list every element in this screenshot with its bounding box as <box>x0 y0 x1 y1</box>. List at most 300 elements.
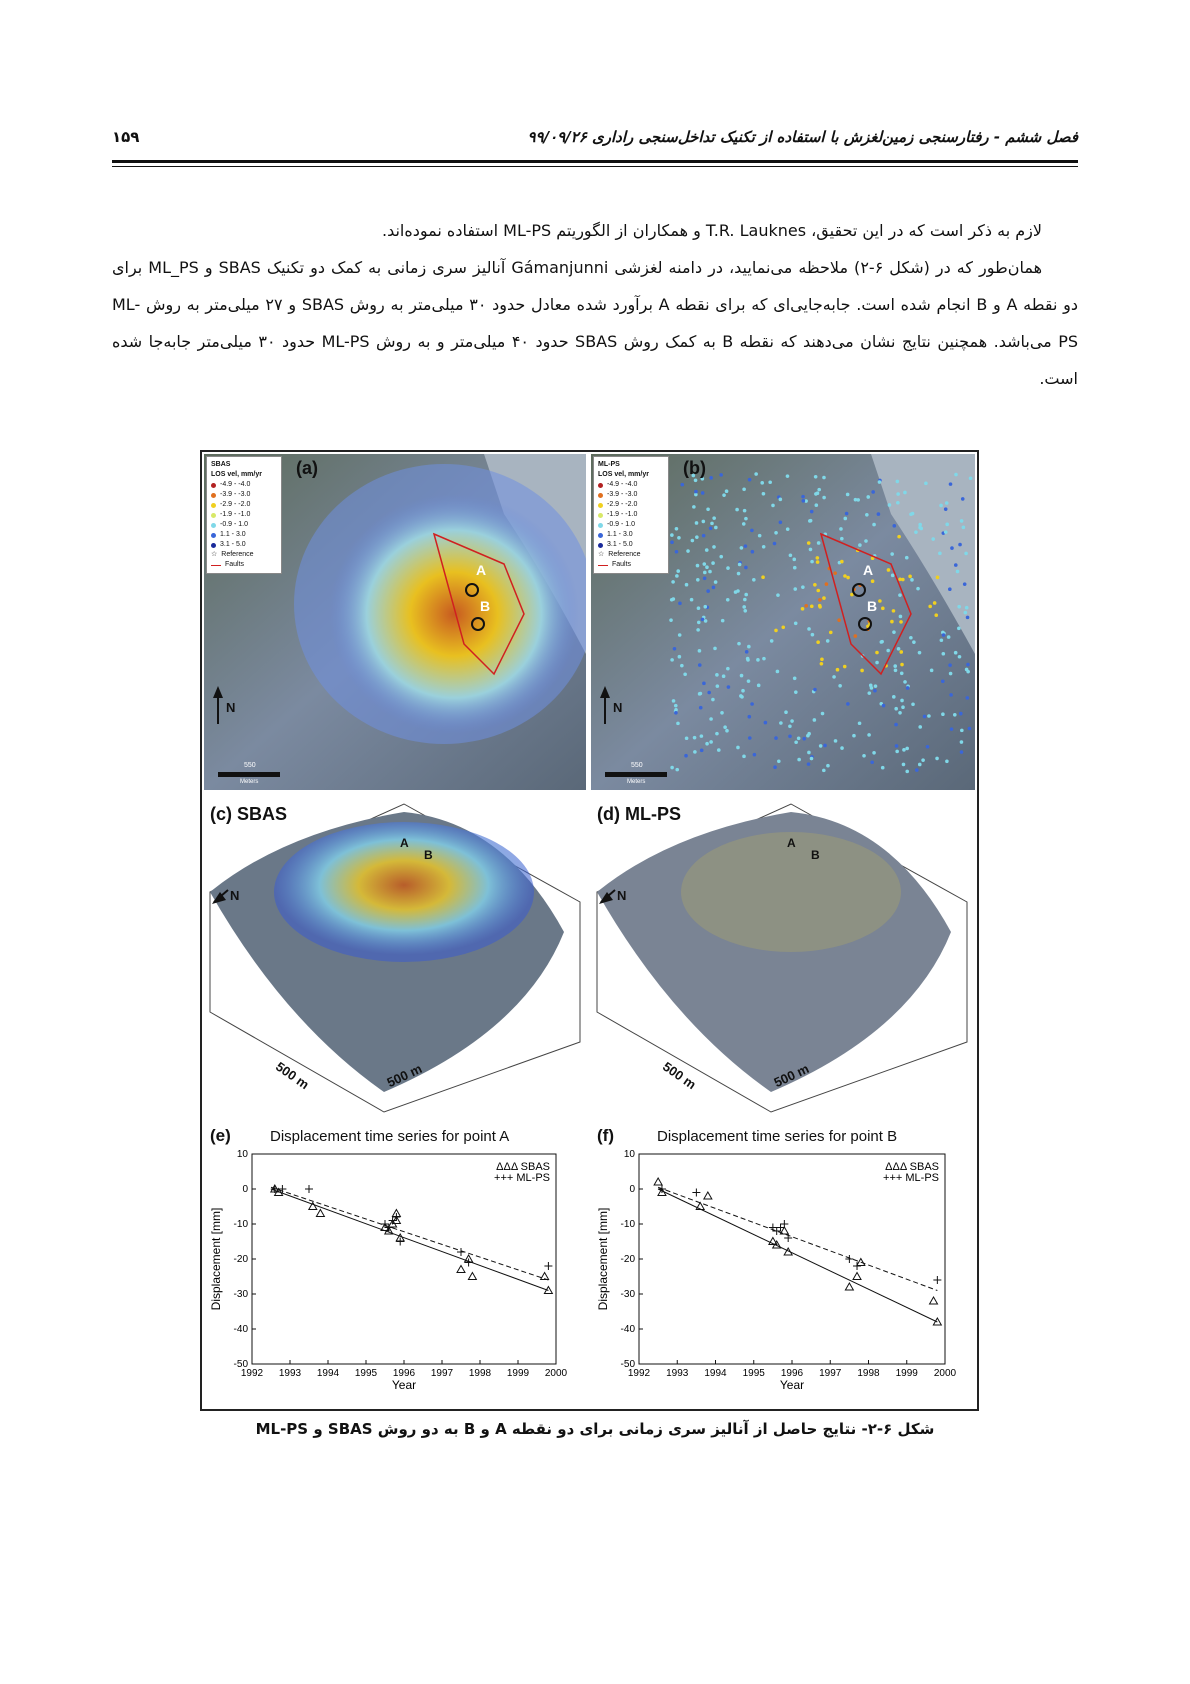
ps-point <box>934 613 938 617</box>
chart-e-panel-label: (e) <box>210 1126 231 1145</box>
ps-point <box>760 481 764 485</box>
ps-point <box>874 684 878 688</box>
ps-point <box>802 499 806 503</box>
ps-point <box>714 580 718 584</box>
ps-point <box>822 769 826 773</box>
ps-point <box>916 587 920 591</box>
ps-point <box>719 473 723 477</box>
ps-point <box>911 702 915 706</box>
map-a-point-a: A <box>476 562 487 578</box>
ps-point <box>958 543 962 547</box>
ps-point <box>786 527 790 531</box>
ps-point <box>678 655 682 659</box>
ps-point <box>670 658 674 662</box>
legend-entry: +++ ML-PS <box>494 1172 550 1184</box>
ps-point <box>813 688 817 692</box>
ps-point <box>727 685 731 689</box>
y-axis-label: Displacement [mm] <box>596 1207 610 1311</box>
ps-point <box>699 692 703 696</box>
ps-point <box>903 491 907 495</box>
ps-point <box>788 724 792 728</box>
ps-point <box>743 609 747 613</box>
y-tick-label: -50 <box>233 1359 248 1370</box>
ps-point <box>896 492 900 496</box>
ps-point <box>709 526 713 530</box>
map-b-north: N <box>613 700 623 715</box>
ps-point <box>949 482 953 486</box>
ps-point <box>956 570 960 574</box>
sbas-point <box>704 1192 712 1199</box>
ps-point <box>705 548 709 552</box>
ps-point <box>696 628 700 632</box>
ps-point <box>807 732 811 736</box>
ps-point <box>936 576 940 580</box>
legend-a-item <box>211 480 277 490</box>
mlps-point <box>769 1224 777 1232</box>
legend-a-item <box>211 540 277 550</box>
ps-point <box>764 721 768 725</box>
ps-point <box>918 763 922 767</box>
legend-a <box>206 456 282 574</box>
chart-f-panel-label: (f) <box>597 1126 614 1145</box>
ps-point <box>747 645 751 649</box>
ps-point <box>694 490 698 494</box>
ps-point <box>966 663 970 667</box>
ps-point <box>947 635 951 639</box>
ps-point <box>950 546 954 550</box>
ps-point <box>958 655 962 659</box>
ps-point <box>714 526 718 530</box>
ps-point <box>832 675 836 679</box>
ps-point <box>890 620 894 624</box>
ps-point <box>905 747 909 751</box>
ps-point <box>836 668 840 672</box>
ps-point <box>675 550 679 554</box>
sbas-point <box>457 1266 465 1273</box>
ps-point <box>779 521 783 525</box>
ps-point <box>815 503 819 507</box>
mlps-point <box>845 1255 853 1263</box>
ps-point <box>938 552 942 556</box>
x-tick-label: 1996 <box>392 1368 416 1379</box>
x-axis-label: Year <box>779 1378 805 1392</box>
ps-point <box>911 512 915 516</box>
ps-point <box>820 662 824 666</box>
ps-point <box>878 480 882 484</box>
ps-point <box>894 668 898 672</box>
ps-point <box>751 550 755 554</box>
ps-point <box>813 583 817 587</box>
ps-point <box>940 638 944 642</box>
x-tick-label: 1999 <box>895 1368 918 1379</box>
ps-point <box>921 758 925 762</box>
ps-point <box>744 517 748 521</box>
legend-item-label: 1.1 - 3.0 <box>607 531 633 538</box>
ps-point <box>872 523 876 527</box>
ps-point <box>792 558 796 562</box>
legend-dot-icon <box>598 483 603 488</box>
ps-point <box>746 658 750 662</box>
ps-point <box>948 587 952 591</box>
ps-point <box>811 633 815 637</box>
ps-point <box>676 569 680 573</box>
legend-item-label: -0.9 - 1.0 <box>220 521 249 528</box>
ps-point <box>905 556 909 560</box>
ps-point <box>826 764 830 768</box>
ps-point <box>899 620 903 624</box>
ps-point <box>895 744 899 748</box>
ps-point <box>813 718 817 722</box>
sbas-point <box>654 1178 662 1185</box>
chart-f-title: Displacement time series for point B <box>657 1128 898 1145</box>
x-tick-label: 1996 <box>780 1368 804 1379</box>
legend-a-item <box>211 510 277 520</box>
legend-b-item <box>598 510 664 520</box>
ps-point <box>743 509 747 513</box>
ps-point <box>814 475 818 479</box>
ps-point <box>954 473 958 477</box>
ps-point <box>702 682 706 686</box>
legend-a-faults: Faults <box>211 560 277 570</box>
ps-point <box>708 570 712 574</box>
ps-point <box>692 505 696 509</box>
ps-point <box>699 706 703 710</box>
ps-point <box>878 599 882 603</box>
mlps-point <box>784 1234 792 1242</box>
fault-line-icon <box>211 565 221 566</box>
ps-point <box>753 753 757 757</box>
ps-point <box>793 566 797 570</box>
ps-point <box>722 674 726 678</box>
ps-point <box>870 760 874 764</box>
ps-point <box>942 652 946 656</box>
ps-point <box>858 721 862 725</box>
ps-point <box>801 585 805 589</box>
ps-point <box>725 489 729 493</box>
y-tick-label: -40 <box>620 1324 635 1335</box>
terrain-d-dist-1: 500 m <box>660 1058 699 1093</box>
terrain-d-dist-2: 500 m <box>771 1060 812 1091</box>
map-b-scale-value: 550 <box>631 762 643 769</box>
ps-point <box>702 534 706 538</box>
x-tick-label: 1995 <box>354 1368 378 1379</box>
ps-point <box>860 669 864 673</box>
ps-point <box>810 757 814 761</box>
ps-point <box>897 647 901 651</box>
ps-point <box>726 667 730 671</box>
legend-b <box>593 456 669 574</box>
ps-point <box>942 633 946 637</box>
ps-point <box>723 725 727 729</box>
ps-point <box>713 647 717 651</box>
terrain-panel-c <box>204 792 586 1122</box>
ps-point <box>742 522 746 526</box>
ps-point <box>960 750 964 754</box>
ps-point <box>711 561 715 565</box>
ps-point <box>896 480 900 484</box>
ps-point <box>773 542 777 546</box>
x-tick-label: 1994 <box>704 1368 727 1379</box>
ps-point <box>818 605 822 609</box>
ps-point <box>675 768 679 772</box>
page-number: ۱۵۹ <box>112 128 140 146</box>
ps-point <box>886 649 890 653</box>
mlps-point <box>457 1248 465 1256</box>
ps-point <box>965 696 969 700</box>
ps-point <box>881 766 885 770</box>
terrain-c-dist-1: 500 m <box>273 1058 312 1093</box>
ps-point <box>744 593 748 597</box>
ps-point <box>712 516 716 520</box>
ps-point <box>845 512 849 516</box>
ps-point <box>794 690 798 694</box>
ps-point <box>846 576 850 580</box>
ps-point <box>776 593 780 597</box>
x-tick-label: 2000 <box>544 1368 568 1379</box>
ps-point <box>743 598 747 602</box>
ps-point <box>701 491 705 495</box>
ps-point <box>777 759 781 763</box>
ps-point <box>784 710 788 714</box>
ps-point <box>962 526 966 530</box>
ps-point <box>691 539 695 543</box>
ps-point <box>737 572 741 576</box>
ps-point <box>816 640 820 644</box>
ps-point <box>700 749 704 753</box>
ps-point <box>825 582 829 586</box>
x-tick-label: 1997 <box>430 1368 454 1379</box>
ps-point <box>957 627 961 631</box>
legend-dot-icon <box>211 523 216 528</box>
ps-point <box>928 605 932 609</box>
mlps-point <box>773 1227 781 1235</box>
ps-point <box>965 606 969 610</box>
ps-point <box>695 521 699 525</box>
mlps-point <box>305 1185 313 1193</box>
x-axis-label: Year <box>391 1378 417 1392</box>
ps-point <box>707 691 711 695</box>
y-tick-label: -30 <box>233 1289 248 1300</box>
ps-point <box>736 746 740 750</box>
ps-point <box>954 651 958 655</box>
legend-item-label: -0.9 - 1.0 <box>607 521 636 528</box>
ps-point <box>961 497 965 501</box>
ps-point <box>867 691 871 695</box>
ps-point <box>703 576 707 580</box>
page-header <box>112 128 1078 156</box>
map-b-scale-unit: Meters <box>627 779 646 785</box>
sbas-point <box>930 1297 938 1304</box>
ps-point <box>762 492 766 496</box>
terrain-c-point-b: B <box>424 848 433 862</box>
ps-point <box>854 498 858 502</box>
ps-point <box>941 712 945 716</box>
map-b-point-a: A <box>863 562 874 578</box>
ps-point <box>756 658 760 662</box>
ps-point <box>670 766 674 770</box>
y-tick-label: -10 <box>233 1219 248 1230</box>
ps-point <box>781 625 785 629</box>
ps-point <box>740 546 744 550</box>
ps-point <box>959 712 963 716</box>
ps-point <box>754 472 758 476</box>
legend-dot-icon <box>211 483 216 488</box>
ps-point <box>945 523 949 527</box>
ps-point <box>960 519 964 523</box>
ps-point <box>720 711 724 715</box>
ps-point <box>949 693 953 697</box>
star-icon: ☆ <box>211 551 218 558</box>
ps-point <box>834 739 838 743</box>
legend-a-item <box>211 490 277 500</box>
ps-point <box>902 763 906 767</box>
ps-point <box>903 680 907 684</box>
ps-point <box>900 663 904 667</box>
terrain-d-point-a: A <box>787 836 796 850</box>
ps-point <box>858 543 862 547</box>
ps-point <box>810 560 814 564</box>
y-tick-label: -20 <box>620 1254 635 1265</box>
sbas-point <box>845 1283 853 1290</box>
map-panel-a <box>204 454 586 790</box>
ps-point <box>747 679 751 683</box>
ps-point <box>779 721 783 725</box>
map-panel-b <box>591 454 975 790</box>
ps-point <box>822 476 826 480</box>
legend-item-label: -3.9 - -3.0 <box>220 491 251 498</box>
legend-dot-icon <box>598 513 603 518</box>
ps-point <box>719 555 723 559</box>
ps-point <box>915 768 919 772</box>
ps-point <box>939 504 943 508</box>
ps-point <box>698 649 702 653</box>
ps-point <box>738 563 742 567</box>
legend-b-faults: Faults <box>598 560 664 570</box>
ps-point <box>819 744 823 748</box>
ps-point <box>786 474 790 478</box>
legend-item-label: 3.1 - 5.0 <box>220 541 246 548</box>
ps-point <box>790 719 794 723</box>
panel-d-label: (d) ML-PS <box>597 804 681 824</box>
legend-item-label: -1.9 - -1.0 <box>220 511 251 518</box>
ps-point <box>704 619 708 623</box>
ps-point <box>712 545 716 549</box>
y-tick-label: -10 <box>620 1219 635 1230</box>
ps-point <box>716 684 720 688</box>
legend-dot-icon <box>598 493 603 498</box>
ps-point <box>816 589 820 593</box>
ps-point <box>739 694 743 698</box>
ps-point <box>742 755 746 759</box>
ps-point <box>684 754 688 758</box>
ps-point <box>700 734 704 738</box>
ps-point <box>748 478 752 482</box>
ps-point <box>893 664 897 668</box>
chart-e-title: Displacement time series for point A <box>270 1128 510 1145</box>
ps-point <box>898 711 902 715</box>
chart-panel-e <box>204 1124 586 1404</box>
ps-point <box>944 530 948 534</box>
sbas-point <box>853 1273 861 1280</box>
ps-point <box>816 556 820 560</box>
legend-a-item <box>211 520 277 530</box>
paragraph-1: لازم به ذکر است که در این تحقیق، T.R. Lauknes و همکاران از الگوریتم ML-PS استفاده نموده‌اند. <box>381 221 1042 240</box>
mlps-point <box>933 1276 941 1284</box>
legend-item-label: -1.9 - -1.0 <box>607 511 638 518</box>
x-tick-label: 1993 <box>278 1368 302 1379</box>
legend-a-title: SBAS <box>211 461 231 468</box>
panel-a-label: (a) <box>296 458 318 478</box>
ps-point <box>887 568 891 572</box>
legend-item-label: -4.9 - -4.0 <box>220 481 251 488</box>
ps-point <box>674 704 678 708</box>
terrain-c-point-a: A <box>400 836 409 850</box>
y-tick-label: -40 <box>233 1324 248 1335</box>
ps-point <box>710 522 714 526</box>
x-tick-label: 1995 <box>742 1368 765 1379</box>
ps-point <box>924 482 928 486</box>
x-tick-label: 1997 <box>819 1368 842 1379</box>
ps-point <box>898 593 902 597</box>
terrain-d-point-b: B <box>811 848 820 862</box>
ps-point <box>686 549 690 553</box>
ps-point <box>748 736 752 740</box>
x-tick-label: 1994 <box>316 1368 340 1379</box>
paragraph-2: همان‌طور که در (شکل ۶-۲) ملاحظه می‌نمایید، در دامنه لغزشی Gámanjunni آنالیز سری زمانی به کمک دو تکنیک SBAS و ML_PS برای دو نقطه A و B انجام شده است. جابه‌جایی‌ای که برای نقطه A برآورد شده معادل حدود ۳۰ میلی‌متر به روش SBAS و ۲۷ میلی‌متر به روش ML-PS می‌باشد. همچنین نتایج نشان می‌دهند که نقطه B به کمک روش SBAS حدود ۴۰ میلی‌متر و به روش ML-PS حدود ۳۰ میلی‌متر جابه‌جا شده است. <box>112 258 1079 388</box>
legend-a-item <box>211 500 277 510</box>
ps-point <box>745 650 749 654</box>
ps-point <box>880 640 884 644</box>
ps-point <box>735 508 739 512</box>
panel-b-label: (b) <box>683 458 706 478</box>
ps-point <box>926 745 930 749</box>
ps-point <box>675 527 679 531</box>
ps-point <box>703 605 707 609</box>
header-rule-thin <box>112 166 1078 167</box>
ps-point <box>804 604 808 608</box>
ps-point <box>918 725 922 729</box>
ps-point <box>882 704 886 708</box>
ps-point <box>892 609 896 613</box>
ps-point <box>788 735 792 739</box>
ps-point <box>895 750 899 754</box>
ps-point <box>945 759 949 763</box>
mlps-point <box>777 1224 785 1232</box>
ps-point <box>846 702 850 706</box>
ps-point <box>881 607 885 611</box>
ps-point <box>742 605 746 609</box>
ps-point <box>837 618 841 622</box>
ps-point <box>890 552 894 556</box>
mlps-fit-line <box>271 1187 548 1280</box>
ps-point <box>820 657 824 661</box>
ps-point <box>843 574 847 578</box>
ps-point <box>960 740 964 744</box>
y-tick-label: 10 <box>236 1150 248 1160</box>
ps-point <box>954 563 958 567</box>
plot-frame <box>252 1154 556 1364</box>
ps-point <box>826 639 830 643</box>
ps-point <box>897 535 901 539</box>
ps-point <box>900 699 904 703</box>
ps-point <box>774 629 778 633</box>
legend-item-label: -2.9 - -2.0 <box>220 501 251 508</box>
ps-point <box>709 740 713 744</box>
legend-dot-icon <box>598 543 603 548</box>
ps-point <box>705 742 709 746</box>
legend-dot-icon <box>598 523 603 528</box>
y-tick-label: 0 <box>242 1184 248 1195</box>
